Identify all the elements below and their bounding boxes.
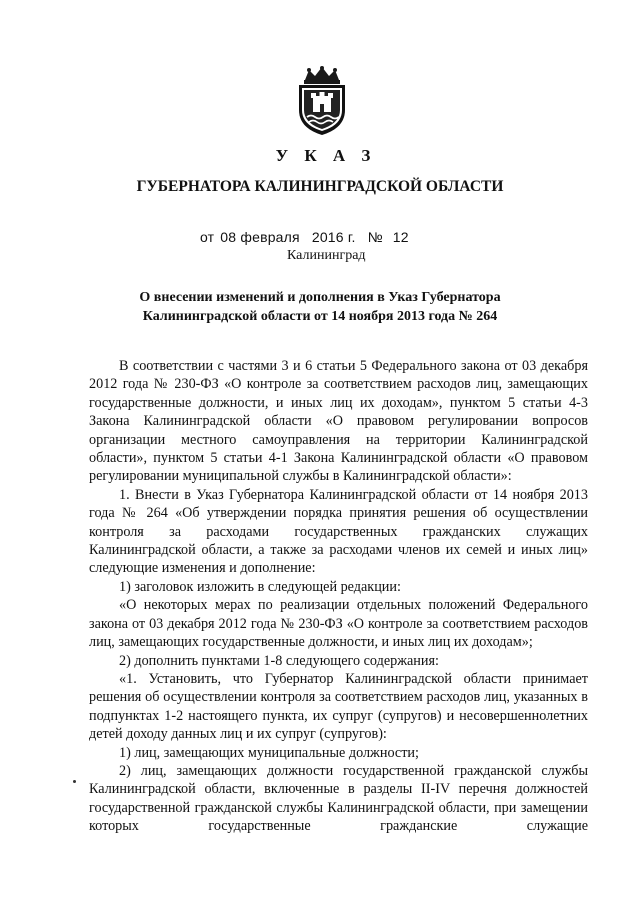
paragraph-preamble: В соответствии с частями 3 и 6 статьи 5 Федерального закона от 03 декабря 2012 года № 230-ФЗ «О контроле за соответствием расходов лиц, замещающих государственные должности, и иных лиц их доходам», пунктом 5 статьи 4-3 Закона Калининградской области «О правовом регулировании вопросов организации местного самоуправления на территории Калининградской области», пунктом 5 статьи 4-1 Закона Калининградской области «О правовом регулировании муниципальной службы в Калининградской области»: <box>89 358 588 485</box>
paragraph-point-1-sub-2: 2) лиц, замещающих должности государственной гражданской службы Калининградской области, включенные в разделы II-IV перечня должностей государственной гражданской службы Калининградской области, при замещении которых государственные гражданские служащие <box>89 762 588 835</box>
decree-subject-line-1: О внесении изменений и дополнения в Указ Губернатора <box>139 290 501 305</box>
decree-number: 12 <box>392 229 409 245</box>
document-title: У К А З <box>275 146 377 165</box>
decree-body <box>89 357 588 836</box>
decree-date-line <box>200 229 409 245</box>
decree-date: 08 февраля <box>220 229 300 245</box>
number-sign: № <box>367 229 383 245</box>
paragraph-point-1: «1. Установить, что Губернатор Калининградской области принимает решения об осуществлении контроля за соответствием расходов лиц, указанных в подпунктах 1-2 настоящего пункта, их супруг (супругов) и несовершеннолетних детей доходу данных лиц и их супруг (супругов): <box>89 670 588 743</box>
decree-year: 2016 г. <box>311 229 356 245</box>
paragraph-new-title: «О некоторых мерах по реализации отдельных положений Федерального закона от 03 декабря 2012 года № 230-ФЗ «О контроле за соответствием расходов лиц, замещающих государственные должности, и иных лиц их доходам»; <box>89 597 588 651</box>
paragraph-point-1-sub-1: 1) лиц, замещающих муниципальные должности; <box>119 744 419 761</box>
date-prefix: от <box>200 229 215 245</box>
document-issuer: ГУБЕРНАТОРА КАЛИНИНГРАДСКОЙ ОБЛАСТИ <box>136 178 504 195</box>
paragraph-subitem-1: 1) заголовок изложить в следующей редакции: <box>119 578 401 595</box>
paragraph-item-1: 1. Внести в Указ Губернатора Калининградской области от 14 ноября 2013 года № 264 «Об утверждении порядка принятия решения об осуществлении контроля за расходами государственных гражданских служащих Калининградской области, а также за расходами членов их семей и иных лиц» следующие изменения и дополнение: <box>89 486 588 577</box>
decree-subject-line-2: Калининградской области от 14 ноября 2013 года № 264 <box>142 309 498 324</box>
decree-city: Калининград <box>287 248 366 263</box>
coat-of-arms-emblem <box>293 66 351 136</box>
paragraph-subitem-2: 2) дополнить пунктами 1-8 следующего содержания: <box>119 652 439 669</box>
scan-mark <box>73 780 76 783</box>
